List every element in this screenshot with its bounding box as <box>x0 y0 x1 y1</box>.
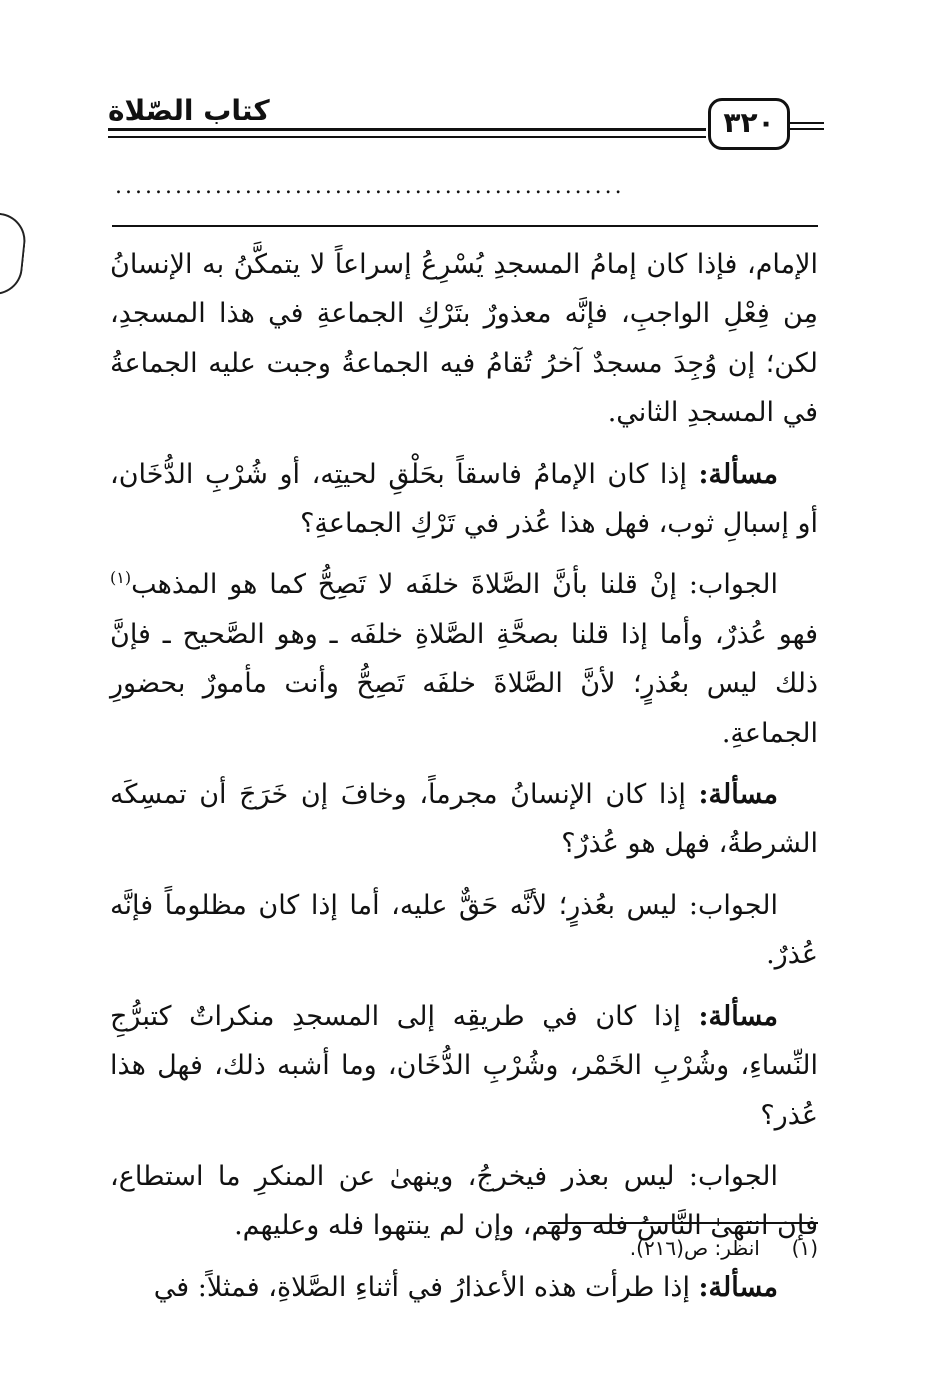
paragraph-text: الإمام، فإذا كان إمامُ المسجدِ يُسْرِعُ إسراعاً لا يتمكَّنُ به الإنسانُ مِن فِعْلِ الواجبِ، فإنَّه معذورٌ بتَرْكِ الجماعةِ في هذا المسجدِ، لكن؛ إن وُجِدَ مسجدٌ آخرُ تُقامُ فيه الجماعةُ وجبت عليه الجماعةُ في المسجدِ الثاني. <box>110 249 818 429</box>
question <box>110 1263 818 1312</box>
header-rule <box>108 128 706 131</box>
answer-text: فهو عُذرٌ، وأما إذا قلنا بصحَّةِ الصَّلاةِ خلفَه ـ وهو الصَّحيح ـ فإنَّ ذلك ليس بعُذرٍ؛ لأنَّ الصَّلاةَ خلفَه تَصِحُّ وأنت مأمورٌ بحضورِ الجماعةِ. <box>110 618 818 749</box>
answer-text: الجواب: ليس بعُذرٍ؛ لأنَّه حَقٌّ عليه، أما إذا كان مظلوماً فإنَّه عُذرٌ. <box>110 889 818 971</box>
footnote-text: انظر: ص(٢١٦). <box>629 1236 760 1260</box>
question-text: إذا كان في طريقِه إلى المسجدِ منكراتٌ كتبرُّجِ النِّساءِ، وشُرْبِ الخَمْر، وشُرْبِ الدُّخَان، وما أشبه ذلك، فهل هذا عُذر؟ <box>110 1000 818 1131</box>
question-label: مسألة: <box>698 1271 778 1303</box>
paragraph <box>110 240 818 438</box>
book-title: كتاب الصّلاة <box>108 94 270 127</box>
main-text <box>110 240 818 1324</box>
question-text: إذا كان الإمامُ فاسقاً بحَلْقِ لحيتِه، أو شُرْبِ الدُّخَان، أو إسبالِ ثوب، فهل هذا عُذر في تَرْكِ الجماعةِ؟ <box>110 458 818 540</box>
question-label: مسألة: <box>698 458 778 490</box>
question <box>110 450 818 549</box>
question <box>110 770 818 869</box>
page-number: ٣٢٠ <box>708 98 790 150</box>
header-rule <box>784 122 824 124</box>
footnote-ref: (١) <box>110 568 132 588</box>
question-label: مسألة: <box>698 779 778 811</box>
question-text: إذا طرأت هذه الأعذارُ في أثناءِ الصَّلاةِ، فمثلاً: في <box>153 1271 699 1303</box>
page-header <box>108 88 820 148</box>
answer <box>110 560 818 758</box>
answer <box>110 881 818 980</box>
footnote-number: (١) <box>791 1236 818 1260</box>
page-edge-bracket <box>0 213 28 298</box>
question-label: مسألة: <box>698 1000 778 1032</box>
ellipsis-dots: ................................................... <box>115 174 625 199</box>
body-top-rule <box>112 225 818 227</box>
header-rule <box>784 128 824 130</box>
question-text: إذا كان الإنسانُ مجرماً، وخافَ إن خَرَجَ أن تمسِكَه الشرطةُ، فهل هو عُذرٌ؟ <box>110 779 818 860</box>
question <box>110 992 818 1140</box>
header-rule <box>108 136 706 138</box>
footnote <box>400 1236 818 1260</box>
answer-text: الجواب: ليس بعذر فيخرجُ، وينهىٰ عن المنكرِ ما استطاع، فإن انتهىٰ النَّاسُ فله ولهم، وإن لم ينتهوا فله وعليهم. <box>110 1160 818 1242</box>
answer-text: الجواب: إنْ قلنا بأنَّ الصَّلاةَ خلفَه لا تَصِحُّ كما هو المذهب <box>131 569 778 601</box>
footnote-rule <box>548 1222 818 1224</box>
